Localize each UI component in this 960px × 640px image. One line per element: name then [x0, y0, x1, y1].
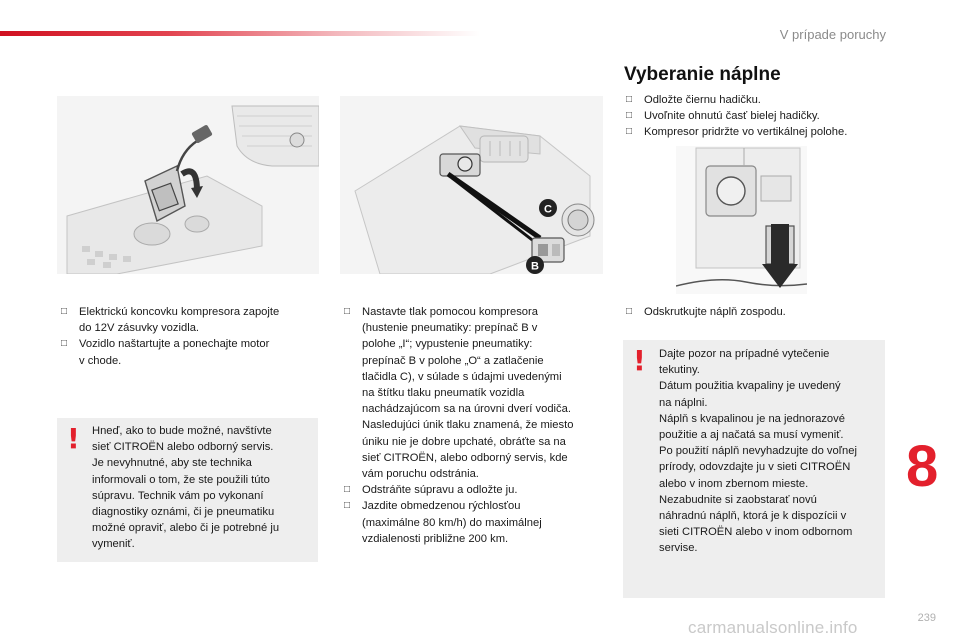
list-item: □ Odložte čiernu hadičku. [622, 92, 892, 108]
bullet-icon: □ [626, 306, 633, 317]
bullet-icon: □ [626, 110, 633, 122]
bullet-icon: □ [626, 94, 633, 105]
plug-steps-list [57, 304, 319, 369]
list-item: □ Vozidlo naštartujte a ponechajte motor v chode. [61, 338, 270, 367]
page-section-header: V prípade poruchy [779, 27, 886, 42]
illustration-cartridge-removal [676, 146, 807, 294]
warning-text-cartridge: Dajte pozor na prípadné vytečenie tekutiny. Dátum použitia kvapaliny je uvedený na náplni. Náplň s kvapalinou je na jednorazové použitie a aj načatá sa musí vymeniť. Po použití náplň nevyhadzujte do voľnej prírody, odovzdajte ju v sieti CITROËN alebo v inom zbernom mieste. Nezabudnite si zaobstarať novú náhradnú náplň, ktorá je k dispozícii v sieti CITROËN alebo v inom odbornom servise. [659, 348, 857, 555]
cartridge-unscrew-list [622, 304, 892, 320]
list-item: □ Kompresor pridržte vo vertikálnej polohe. [622, 124, 892, 140]
pressure-steps-list [340, 304, 606, 547]
label-b: B [531, 260, 539, 273]
warning-text-service: Hneď, ako to bude možné, navštívte sieť CITROËN alebo odborný servis. Je nevyhnutné, aby ste technika informovali o tom, že ste použili túto súpravu. Technik vám po vykonaní diagnostiky oznámi, či je pneumatiku možné opraviť, alebo či je potrebné ju vymeniť. [92, 425, 280, 551]
illustration-compressor-plug [57, 96, 319, 274]
exclamation-icon: ! [633, 344, 646, 377]
watermark: carmanualsonline.info [688, 618, 858, 637]
section-title-cartridge-removal: Vyberanie náplne [624, 64, 781, 85]
cartridge-steps-list [622, 92, 892, 141]
bullet-icon: □ [344, 484, 351, 496]
list-item: □ Odskrutkujte náplň zospodu. [622, 304, 892, 320]
list-item: □ Odstráňte súpravu a odložte ju. [340, 482, 606, 498]
warning-box-cartridge [623, 340, 885, 598]
bullet-icon: □ [61, 338, 68, 350]
header-accent-bar [0, 31, 480, 36]
list-item: □ Uvoľnite ohnutú časť bielej hadičky. [622, 108, 892, 124]
exclamation-icon: ! [67, 422, 80, 455]
label-c: C [544, 203, 552, 216]
bullet-icon: □ [626, 126, 633, 138]
list-item: □ Elektrickú koncovku kompresora zapojte do 12V zásuvky vozidla. [61, 306, 280, 335]
bullet-icon: □ [344, 306, 351, 317]
list-item: □ Jazdite obmedzenou rýchlosťou (maximálne 80 km/h) do maximálnej vzdialenosti približne 200 km. [344, 500, 542, 545]
bullet-icon: □ [61, 306, 68, 317]
illustration-compressor-switches [340, 96, 603, 274]
bullet-icon: □ [344, 500, 351, 512]
warning-box-service [57, 418, 318, 562]
page-number: 239 [917, 612, 936, 624]
list-item: □ Nastavte tlak pomocou kompresora (hustenie pneumatiky: prepínač B v polohe „I“; vypustenie pneumatiky: prepínač B v polohe „O“ a zatlačenie tlačidla C), v súlade s údajmi uvedenými na štítku tlaku pneumatík vozidla nachádzajúcom sa na úrovni dverí vodiča. Nasledujúci únik tlaku znamená, že miesto úniku nie je dobre upchaté, obráťte sa na sieť CITROËN, alebo odborný servis, kde vám poruchu odstránia. [344, 306, 574, 481]
chapter-number: 8 [906, 434, 939, 499]
